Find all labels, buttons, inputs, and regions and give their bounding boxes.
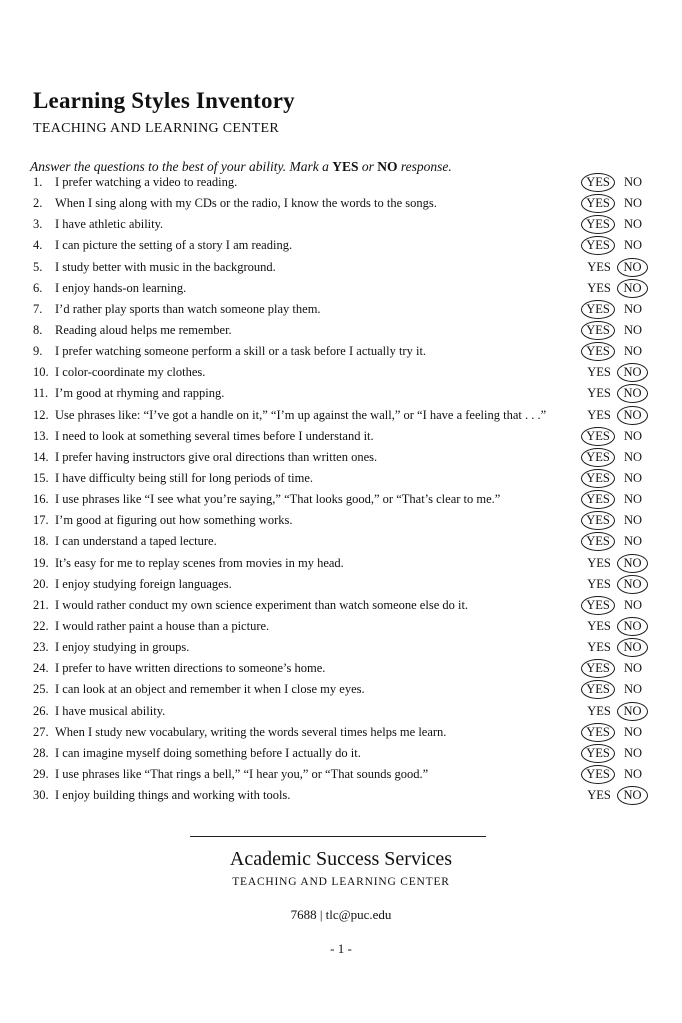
- no-option[interactable]: NO: [617, 702, 648, 721]
- no-option[interactable]: NO: [623, 766, 643, 781]
- no-option[interactable]: NO: [617, 279, 648, 298]
- instructions-no-word: NO: [377, 159, 398, 174]
- yes-option[interactable]: YES: [581, 680, 615, 699]
- footer-divider: [190, 836, 486, 837]
- question-text: I need to look at something several times before I understand it.: [55, 428, 374, 443]
- question-row: [0, 595, 682, 616]
- yes-option[interactable]: YES: [587, 280, 611, 295]
- question-number: 18.: [33, 534, 49, 549]
- question-number: 12.: [33, 407, 49, 422]
- no-option[interactable]: NO: [623, 661, 643, 676]
- question-number: 24.: [33, 661, 49, 676]
- question-text: I can picture the setting of a story I am reading.: [55, 238, 293, 253]
- question-number: 14.: [33, 449, 49, 464]
- no-option[interactable]: NO: [623, 217, 643, 232]
- question-text: I would rather conduct my own science experiment than watch someone else do it.: [55, 597, 469, 612]
- no-option[interactable]: NO: [617, 575, 648, 594]
- instructions-part2: or: [358, 159, 378, 174]
- question-text: I prefer watching someone perform a skill or a task before I actually try it.: [55, 344, 427, 359]
- question-text: I enjoy studying in groups.: [55, 640, 190, 655]
- yes-option[interactable]: YES: [581, 744, 615, 763]
- question-row: [0, 214, 682, 235]
- page-title: Learning Styles Inventory: [33, 88, 295, 113]
- yes-option[interactable]: YES: [587, 788, 611, 803]
- yes-option[interactable]: YES: [587, 555, 611, 570]
- question-text: I’m good at figuring out how something works.: [55, 513, 293, 528]
- question-text: When I study new vocabulary, writing the words several times helps me learn.: [55, 724, 447, 739]
- no-option[interactable]: NO: [623, 175, 643, 189]
- question-row: [0, 257, 682, 278]
- question-row: [0, 679, 682, 700]
- question-number: 20.: [33, 576, 49, 591]
- question-text: I enjoy building things and working with tools.: [55, 788, 291, 803]
- question-number: 21.: [33, 597, 49, 612]
- question-text: I’d rather play sports than watch someone play them.: [55, 301, 321, 316]
- question-text: I use phrases like “That rings a bell,” “I hear you,” or “That sounds good.”: [55, 766, 429, 781]
- no-option[interactable]: NO: [617, 363, 648, 382]
- question-text: I can imagine myself doing something before I actually do it.: [55, 745, 361, 760]
- question-row: [0, 658, 682, 679]
- question-text: I would rather paint a house than a picture.: [55, 618, 270, 633]
- question-list: [0, 172, 682, 806]
- question-row: [0, 510, 682, 531]
- yes-option[interactable]: YES: [587, 618, 611, 633]
- question-text: I enjoy studying foreign languages.: [55, 576, 232, 591]
- instructions-part3: response.: [397, 159, 452, 174]
- yes-option[interactable]: YES: [581, 532, 615, 551]
- question-row: [0, 489, 682, 510]
- instructions-part1: Answer the questions to the best of your ability. Mark a: [30, 159, 333, 174]
- question-text: I have athletic ability.: [55, 217, 164, 232]
- question-row: [0, 320, 682, 341]
- question-number: 1.: [33, 175, 43, 189]
- no-option[interactable]: NO: [623, 470, 643, 485]
- no-option[interactable]: NO: [623, 534, 643, 549]
- yes-option[interactable]: YES: [581, 511, 615, 530]
- question-number: 7.: [33, 301, 43, 316]
- question-number: 27.: [33, 724, 49, 739]
- question-number: 22.: [33, 618, 49, 633]
- no-option[interactable]: NO: [623, 449, 643, 464]
- no-option[interactable]: NO: [623, 428, 643, 443]
- no-option[interactable]: NO: [623, 344, 643, 359]
- question-row: [0, 362, 682, 383]
- no-option[interactable]: NO: [623, 492, 643, 507]
- question-row: [0, 616, 682, 637]
- question-number: 11.: [33, 386, 49, 401]
- question-row: [0, 447, 682, 468]
- question-text: I prefer watching a video to reading.: [55, 175, 238, 189]
- question-number: 25.: [33, 682, 49, 697]
- no-option[interactable]: NO: [623, 597, 643, 612]
- instructions-yes-word: YES: [332, 159, 359, 174]
- question-number: 10.: [33, 365, 49, 380]
- question-text: I prefer to have written directions to someone’s home.: [55, 661, 326, 676]
- question-row: [0, 235, 682, 256]
- question-text: I color-coordinate my clothes.: [55, 365, 206, 380]
- office-subtitle: TEACHING AND LEARNING CENTER: [232, 876, 450, 888]
- question-row: [0, 722, 682, 743]
- no-option[interactable]: NO: [623, 745, 643, 760]
- question-number: 28.: [33, 745, 49, 760]
- yes-option[interactable]: YES: [581, 659, 615, 678]
- yes-option[interactable]: YES: [581, 342, 615, 361]
- question-row: [0, 701, 682, 722]
- no-option[interactable]: NO: [617, 554, 648, 573]
- no-option[interactable]: NO: [617, 258, 648, 277]
- yes-option[interactable]: YES: [581, 765, 615, 784]
- no-option[interactable]: NO: [617, 406, 648, 425]
- yes-option[interactable]: YES: [587, 365, 611, 380]
- yes-option[interactable]: YES: [581, 300, 615, 319]
- no-option[interactable]: NO: [623, 513, 643, 528]
- question-row: [0, 299, 682, 320]
- no-option[interactable]: NO: [623, 196, 643, 211]
- page-subtitle: TEACHING AND LEARNING CENTER: [33, 121, 279, 136]
- question-text: I’m good at rhyming and rapping.: [55, 386, 225, 401]
- question-number: 4.: [33, 238, 43, 253]
- yes-option[interactable]: YES: [581, 490, 615, 509]
- question-text: I can understand a taped lecture.: [55, 534, 217, 549]
- yes-option[interactable]: YES: [581, 194, 615, 213]
- question-text: I have difficulty being still for long periods of time.: [55, 470, 314, 485]
- question-row: [0, 172, 682, 193]
- question-text: I prefer having instructors give oral directions than written ones.: [55, 449, 378, 464]
- no-option[interactable]: NO: [617, 638, 648, 657]
- yes-option[interactable]: YES: [587, 640, 611, 655]
- question-text: When I sing along with my CDs or the radio, I know the words to the songs.: [55, 196, 437, 211]
- question-text: I use phrases like “I see what you’re saying,” “That looks good,” or “That’s clear to me.”: [55, 492, 501, 507]
- question-row: [0, 468, 682, 489]
- question-row: [0, 341, 682, 362]
- yes-option[interactable]: YES: [587, 386, 611, 401]
- question-row: [0, 574, 682, 595]
- question-number: 5.: [33, 259, 43, 274]
- question-number: 19.: [33, 555, 49, 570]
- question-row: [0, 637, 682, 658]
- no-option[interactable]: NO: [617, 617, 648, 636]
- yes-option[interactable]: YES: [581, 236, 615, 255]
- question-number: 16.: [33, 492, 49, 507]
- yes-option[interactable]: YES: [587, 259, 611, 274]
- question-number: 30.: [33, 788, 49, 803]
- question-text: Reading aloud helps me remember.: [55, 322, 232, 337]
- question-number: 8.: [33, 322, 43, 337]
- question-row: [0, 426, 682, 447]
- yes-option[interactable]: YES: [581, 469, 615, 488]
- yes-option[interactable]: YES: [581, 215, 615, 234]
- yes-option[interactable]: YES: [581, 173, 615, 192]
- no-option[interactable]: NO: [617, 786, 648, 805]
- question-row: [0, 764, 682, 785]
- question-row: [0, 405, 682, 426]
- yes-option[interactable]: YES: [581, 321, 615, 340]
- question-number: 2.: [33, 196, 43, 211]
- question-number: 15.: [33, 470, 49, 485]
- yes-option[interactable]: YES: [581, 596, 615, 615]
- question-number: 3.: [33, 217, 43, 232]
- contact-info: 7688 | tlc@puc.edu: [290, 907, 392, 922]
- question-number: 6.: [33, 280, 43, 295]
- question-row: [0, 383, 682, 404]
- yes-option[interactable]: YES: [581, 448, 615, 467]
- question-number: 26.: [33, 703, 49, 718]
- no-option[interactable]: NO: [623, 724, 643, 739]
- question-text: I can look at an object and remember it when I close my eyes.: [55, 682, 365, 697]
- question-number: 17.: [33, 513, 49, 528]
- question-number: 23.: [33, 640, 49, 655]
- no-option[interactable]: NO: [623, 301, 643, 316]
- yes-option[interactable]: YES: [587, 703, 611, 718]
- question-number: 29.: [33, 766, 49, 781]
- yes-option[interactable]: YES: [587, 576, 611, 591]
- no-option[interactable]: NO: [623, 238, 643, 253]
- question-text: I have musical ability.: [55, 703, 166, 718]
- yes-option[interactable]: YES: [587, 407, 611, 422]
- question-row: [0, 531, 682, 552]
- yes-option[interactable]: YES: [581, 723, 615, 742]
- question-row: [0, 278, 682, 299]
- office-name: Academic Success Services: [229, 848, 453, 870]
- no-option[interactable]: NO: [623, 322, 643, 337]
- question-text: I enjoy hands-on learning.: [55, 280, 187, 295]
- question-text: Use phrases like: “I’ve got a handle on it,” “I’m up against the wall,” or “I have a feeling that . . .”: [55, 407, 547, 422]
- question-number: 13.: [33, 428, 49, 443]
- question-row: [0, 785, 682, 806]
- question-number: 9.: [33, 344, 43, 359]
- no-option[interactable]: NO: [623, 682, 643, 697]
- no-option[interactable]: NO: [617, 384, 648, 403]
- page-number: - 1 -: [330, 941, 352, 956]
- question-text: I study better with music in the background.: [55, 259, 276, 274]
- question-row: [0, 193, 682, 214]
- question-row: [0, 553, 682, 574]
- yes-option[interactable]: YES: [581, 427, 615, 446]
- question-text: It’s easy for me to replay scenes from movies in my head.: [55, 555, 344, 570]
- question-row: [0, 743, 682, 764]
